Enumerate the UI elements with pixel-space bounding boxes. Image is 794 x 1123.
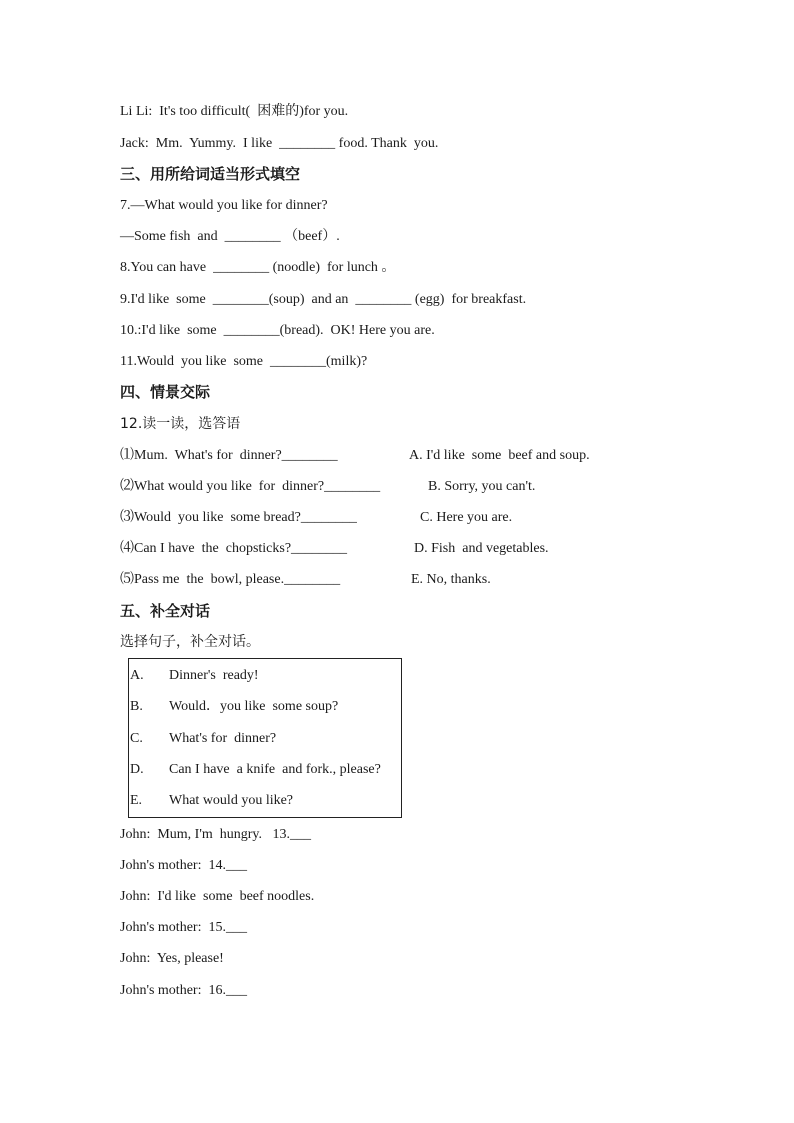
dialogue-14: John's mother: 14.___ [120, 858, 247, 873]
dialogue-john-yes: John: Yes, please! [120, 951, 224, 966]
options-box [128, 658, 402, 818]
section-4-instruction: 12.读一读，选答语 [120, 416, 241, 432]
match-question-4: ⑷Can I have the chopsticks?________ [120, 541, 348, 556]
dialogue-john-reply: John: I'd like some beef noodles. [120, 889, 315, 904]
option-text-c: What's for dinner? [169, 731, 277, 746]
option-text-b: Would．you like some soup? [169, 699, 339, 714]
match-answer-e: E. No, thanks. [411, 572, 491, 587]
dialogue-line-lili: Li Li: It's too difficult( 困难的)for you. [120, 104, 349, 119]
option-letter-e: E. [130, 793, 143, 808]
question-8: 8.You can have ________ (noodle) for lunch 。 [120, 260, 396, 275]
question-10: 10.:I'd like some ________(bread). OK! Here you are. [120, 323, 435, 338]
question-9: 9.I'd like some ________(soup) and an ________ (egg) for breakfast. [120, 292, 527, 307]
question-7a: 7.—What would you like for dinner? [120, 198, 328, 213]
option-letter-b: B. [130, 699, 143, 714]
match-answer-c: C. Here you are. [420, 510, 513, 525]
match-question-1: ⑴Mum. What's for dinner?________ [120, 448, 338, 463]
match-answer-d: D. Fish and vegetables. [414, 541, 549, 556]
dialogue-16: John's mother: 16.___ [120, 983, 247, 998]
option-text-e: What would you like? [169, 793, 294, 808]
match-question-3: ⑶Would you like some bread?________ [120, 510, 357, 525]
match-question-5: ⑸Pass me the bowl, please.________ [120, 572, 341, 587]
match-answer-a: A. I'd like some beef and soup. [409, 448, 590, 463]
option-letter-a: A. [130, 668, 144, 683]
match-answer-b: B. Sorry, you can't. [428, 479, 536, 494]
option-letter-c: C. [130, 731, 143, 746]
section-3-heading: 三、用所给词适当形式填空 [120, 165, 301, 183]
match-question-2: ⑵What would you like for dinner?________ [120, 479, 381, 494]
option-text-d: Can I have a knife and fork., please? [169, 762, 381, 777]
option-text-a: Dinner's ready! [169, 668, 259, 683]
section-5-instruction: 选择句子，补全对话。 [120, 634, 260, 650]
section-5-heading: 五、补全对话 [120, 602, 211, 620]
option-letter-d: D. [130, 762, 144, 777]
question-7b: —Some fish and ________ （beef）. [120, 229, 340, 244]
dialogue-line-jack: Jack: Mm. Yummy. I like ________ food. Thank you. [120, 136, 439, 151]
section-4-heading: 四、情景交际 [120, 383, 211, 401]
dialogue-13: John: Mum, I'm hungry. 13.___ [120, 827, 312, 842]
question-11: 11.Would you like some ________(milk)? [120, 354, 368, 369]
dialogue-15: John's mother: 15.___ [120, 920, 247, 935]
